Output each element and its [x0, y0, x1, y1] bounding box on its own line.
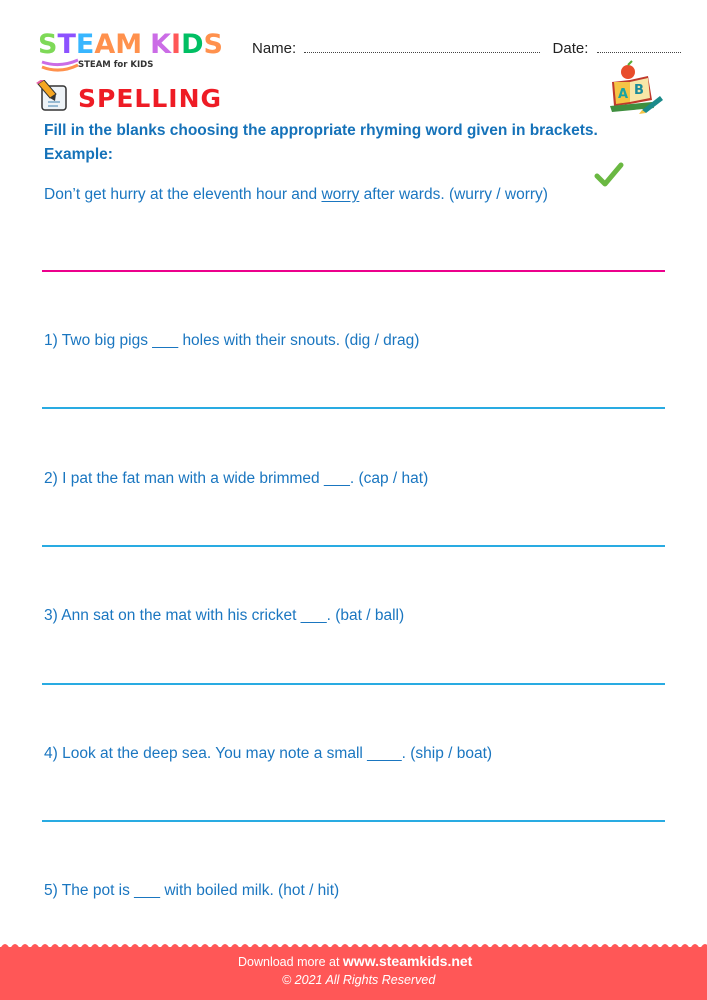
answer-line-4[interactable] [42, 820, 665, 822]
logo-tagline: STEAM for KIDS [78, 60, 154, 70]
scallop-border-icon [0, 939, 707, 949]
footer-copyright: © 2021 All Rights Reserved [282, 973, 436, 987]
footer-download [238, 953, 472, 969]
example-answer-line [42, 270, 665, 272]
logo-letter: D [181, 29, 204, 60]
date-label: Date: [552, 40, 589, 57]
svg-text:A: A [618, 87, 629, 102]
svg-text:B: B [634, 83, 644, 98]
example-text-after: after wards. (wurry / worry) [359, 186, 548, 203]
pencil-scroll-icon [36, 80, 70, 112]
answer-line-1[interactable] [42, 407, 665, 409]
answer-line-3[interactable] [42, 683, 665, 685]
question-5: 5) The pot is ___ with boiled milk. (hot / hit) [44, 882, 340, 899]
abc-book-apple-icon [606, 60, 664, 114]
name-field[interactable] [304, 40, 540, 53]
logo-swoosh-icon [40, 58, 80, 74]
example-text-before: Don’t get hurry at the eleventh hour and [44, 186, 322, 203]
logo-letter: E [75, 29, 95, 60]
logo-letter: A [94, 29, 116, 60]
download-prefix: Download more at [238, 955, 343, 969]
answer-line-2[interactable] [42, 545, 665, 547]
logo-wordmark [38, 30, 238, 60]
name-date-row [252, 40, 681, 57]
question-2: 2) I pat the fat man with a wide brimmed ___. (cap / hat) [44, 470, 429, 487]
logo-letter: K [150, 29, 172, 60]
logo-letter: T [57, 29, 76, 60]
logo-letter: M [115, 29, 143, 60]
logo-letter: I [171, 29, 182, 60]
question-1: 1) Two big pigs ___ holes with their snouts. (dig / drag) [44, 332, 420, 349]
footer [0, 947, 707, 1000]
question-3: 3) Ann sat on the mat with his cricket ___. (bat / ball) [44, 607, 405, 624]
checkmark-icon [594, 162, 624, 188]
instructions: Fill in the blanks choosing the appropriate rhyming word given in brackets. [44, 122, 598, 139]
name-label: Name: [252, 40, 297, 57]
logo-letter: S [38, 29, 58, 60]
example-label: Example: [44, 146, 113, 163]
example-answer: worry [321, 186, 360, 203]
date-field[interactable] [597, 40, 681, 53]
question-4: 4) Look at the deep sea. You may note a small ____. (ship / boat) [44, 745, 493, 762]
page-title: SPELLING [78, 84, 223, 113]
steam-kids-logo [38, 30, 238, 75]
example-sentence [44, 186, 548, 204]
logo-letter: S [203, 29, 223, 60]
site-link[interactable]: www.steamkids.net [342, 953, 473, 969]
